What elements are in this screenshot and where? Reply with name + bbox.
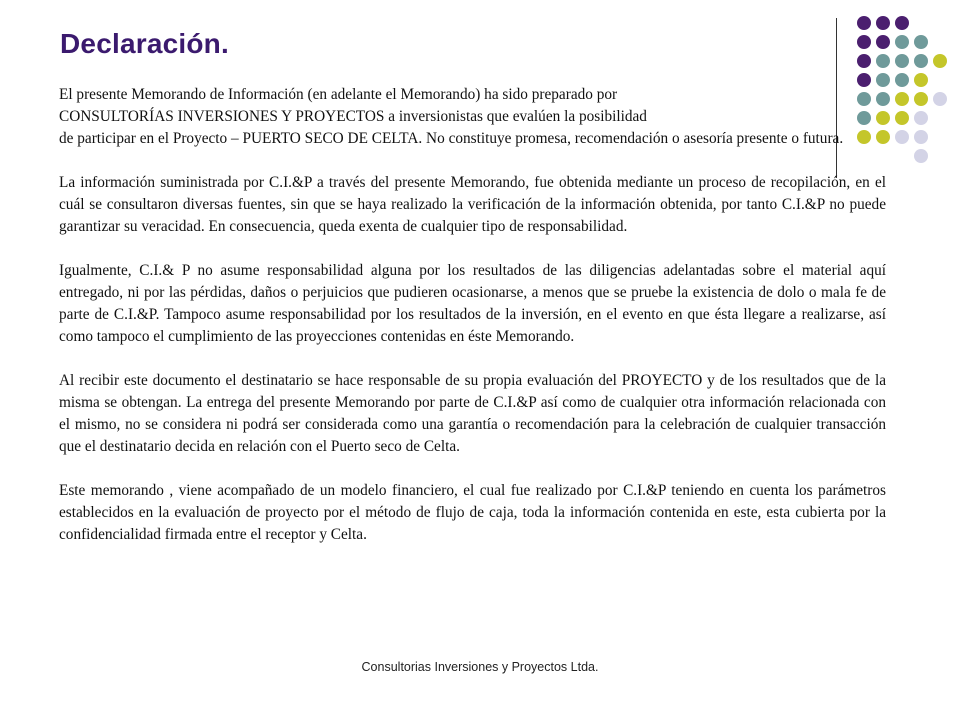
intro-paragraph xyxy=(59,84,886,150)
intro-line-2: CONSULTORÍAS INVERSIONES Y PROYECTOS a inversionistas que evalúen la posibilidad xyxy=(59,108,647,125)
decorative-dot-lavender xyxy=(914,111,928,125)
decorative-dot-olive xyxy=(914,73,928,87)
decorative-dot-teal xyxy=(914,54,928,68)
decorative-dot-lavender xyxy=(914,130,928,144)
decorative-dot-lavender xyxy=(914,149,928,163)
decorative-dot-olive xyxy=(933,54,947,68)
decorative-dot-purple xyxy=(857,54,871,68)
paragraph-information-source: La información suministrada por C.I.&P a través del presente Memorando, fue obtenida mediante un proceso de recopilación, en el cuál se consultaron diversas fuentes, sin que se haya realizado la verificación de la información obtenida, por tanto C.I.&P no puede garantizar su veracidad. En consecuencia, queda exenta de cualquier tipo de responsabilidad. xyxy=(59,174,886,235)
decorative-dot-teal xyxy=(914,35,928,49)
slide-title: Declaración. xyxy=(60,28,229,59)
decorative-dot-purple xyxy=(895,16,909,30)
intro-line-1: El presente Memorando de Información (en adelante el Memorando) ha sido preparado por xyxy=(59,86,618,103)
footer-company-name: Consultorias Inversiones y Proyectos Ltda. xyxy=(361,660,599,674)
decorative-dot-teal xyxy=(895,54,909,68)
decorative-dot-teal xyxy=(876,54,890,68)
decorative-dot-purple xyxy=(857,16,871,30)
decorative-dot-lavender xyxy=(895,130,909,144)
paragraph-liability: Igualmente, C.I.& P no asume responsabilidad alguna por los resultados de las diligencias adelantadas sobre el material aquí entregado, ni por las pérdidas, daños o perjuicios que pudieren ocasionarse, a menos que se pruebe la existencia de dolo o mala fe de parte de C.I.&P. Tampoco asume responsabilidad por los resultados de la inversión, en el evento en que ésta llegare a realizarse, así como tampoco el cumplimiento de las proyecciones contenidas en éste Memorando. xyxy=(59,262,886,345)
paragraph-recipient-responsibility: Al recibir este documento el destinatario se hace responsable de su propia evaluación del PROYECTO y de los resultados que de la misma se obtengan. La entrega del presente Memorando por parte de C.I.&P así como de cualquier otra información relacionada con el mismo, no se considera ni podrá ser considerada como una garantía o recomendación para la celebración de cualquier transacción que el destinatario decida en relación con el Puerto seco de Celta. xyxy=(59,372,886,455)
decorative-dot-olive xyxy=(895,92,909,106)
decorative-dot-teal xyxy=(895,73,909,87)
decorative-dot-purple xyxy=(876,35,890,49)
decorative-dot-purple xyxy=(876,16,890,30)
decorative-dot-lavender xyxy=(933,92,947,106)
document-body xyxy=(59,84,886,568)
decorative-dot-olive xyxy=(895,111,909,125)
decorative-dot-purple xyxy=(857,35,871,49)
decorative-dot-teal xyxy=(895,35,909,49)
decorative-dot-olive xyxy=(914,92,928,106)
paragraph-financial-model: Este memorando , viene acompañado de un modelo financiero, el cual fue realizado por C.I.&P teniendo en cuenta los parámetros establecidos en la evaluación de proyecto por el método de flujo de caja, toda la información contenida en este, esta cubierta por la confidencialidad firmada entre el receptor y Celta. xyxy=(59,482,886,543)
intro-rest: de participar en el Proyecto – PUERTO SECO DE CELTA. No constituye promesa, recomendación o asesoría presente o futura. xyxy=(59,130,844,147)
